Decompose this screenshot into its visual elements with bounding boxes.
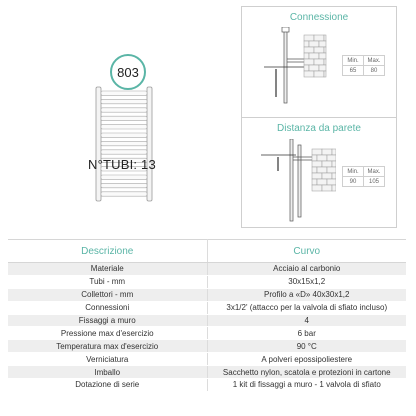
min-value: 90 — [343, 177, 364, 187]
wall-brick — [332, 161, 336, 167]
wall-brick — [322, 185, 332, 191]
table-row — [8, 314, 406, 327]
table-row — [8, 340, 406, 353]
header-description: Descrizione — [8, 240, 207, 263]
max-value: 80 — [364, 66, 385, 76]
wall-brick — [322, 161, 332, 167]
table-row — [8, 275, 406, 288]
wall-brick — [324, 47, 326, 53]
spec-label: Collettori - mm — [8, 288, 207, 301]
spec-value: 1 kit di fissaggi a muro - 1 valvola di sfiato — [207, 379, 406, 392]
wall-brick — [304, 41, 309, 47]
connection-diagram — [256, 27, 336, 109]
spec-label: Temperatura max d'esercizio — [8, 340, 207, 353]
wall-brick — [312, 167, 317, 173]
radiator-tube — [101, 141, 147, 145]
spec-value: Sacchetto nylon, scatola e protezioni in cartone — [207, 366, 406, 379]
wall-brick — [304, 71, 314, 77]
wall-brick — [312, 185, 322, 191]
tubes-count: N°TUBI: 13 — [88, 157, 156, 172]
spec-value: A polveri epossipoliestere — [207, 353, 406, 366]
wall-brick — [304, 53, 309, 59]
wall-brick — [314, 47, 324, 53]
wall-brick — [322, 173, 332, 179]
specifications-body — [8, 263, 406, 392]
wall-brick — [332, 185, 336, 191]
radiator-tube — [101, 108, 147, 112]
wall-brick — [332, 149, 336, 155]
radiator-tube — [101, 116, 147, 120]
spec-label: Materiale — [8, 263, 207, 276]
towel-radiator-image — [92, 85, 160, 203]
radiator-tube — [101, 125, 147, 129]
spec-value: 90 °C — [207, 340, 406, 353]
wall-brick — [322, 149, 332, 155]
table-row — [8, 263, 406, 276]
spec-label: Dotazione di serie — [8, 379, 207, 392]
spec-value: 3x1/2' (attacco per la valvola di sfiato incluso) — [207, 301, 406, 314]
wall-distance-diagram — [256, 139, 336, 223]
max-label: Max. — [364, 56, 385, 66]
table-row — [8, 353, 406, 366]
wall-brick — [324, 59, 326, 65]
wall-brick — [314, 71, 324, 77]
wall-brick — [304, 65, 309, 71]
technical-drawings-panel — [241, 6, 397, 228]
radiator-tube — [101, 150, 147, 154]
wall-brick — [312, 149, 322, 155]
spec-value: Profilo a «D» 40x30x1,2 — [207, 288, 406, 301]
wall-brick — [309, 41, 319, 47]
wall-brick — [304, 47, 314, 53]
min-value: 65 — [343, 66, 364, 76]
table-row — [8, 327, 406, 340]
model-code: 803 — [117, 64, 139, 80]
spec-value: 6 bar — [207, 327, 406, 340]
header-model: Curvo — [207, 240, 406, 263]
spec-value: Acciaio al carbonio — [207, 263, 406, 276]
radiator-tube — [101, 91, 147, 95]
panel-divider — [242, 117, 396, 118]
wall-brick — [319, 65, 326, 71]
wall-brick — [312, 161, 322, 167]
wall-brick — [312, 179, 317, 185]
wall-brick — [324, 71, 326, 77]
max-label: Max. — [364, 167, 385, 177]
radiator-tube — [101, 175, 147, 179]
spec-label: Imballo — [8, 366, 207, 379]
wall-brick — [304, 35, 314, 41]
wall-brick — [309, 53, 319, 59]
radiator-tube — [101, 183, 147, 187]
table-row — [8, 288, 406, 301]
wall-brick — [327, 167, 336, 173]
wall-brick — [309, 65, 319, 71]
wall-brick — [312, 173, 322, 179]
wall-distance-minmax-table — [342, 166, 385, 187]
table-row — [8, 301, 406, 314]
wall-brick — [332, 173, 336, 179]
table-row — [8, 366, 406, 379]
min-label: Min. — [343, 56, 364, 66]
spec-label: Tubi - mm — [8, 275, 207, 288]
wall-brick — [304, 59, 314, 65]
max-value: 105 — [364, 177, 385, 187]
spec-label: Pressione max d'esercizio — [8, 327, 207, 340]
wall-brick — [327, 179, 336, 185]
model-badge — [110, 54, 146, 90]
wall-brick — [319, 53, 326, 59]
wall-brick — [317, 179, 327, 185]
wall-brick — [314, 59, 324, 65]
wall-brick — [314, 35, 324, 41]
connection-title: Connessione — [289, 12, 349, 23]
specifications-table — [8, 239, 406, 392]
min-label: Min. — [343, 167, 364, 177]
table-row — [8, 379, 406, 392]
radiator-tube — [101, 99, 147, 103]
spec-value: 4 — [207, 314, 406, 327]
wall-distance-title: Distanza da parete — [277, 123, 361, 134]
spec-label: Fissaggi a muro — [8, 314, 207, 327]
radiator-tube — [101, 192, 147, 196]
wall-brick — [317, 167, 327, 173]
radiator-tube — [101, 133, 147, 137]
table-header-row — [8, 240, 406, 263]
wall-brick — [319, 41, 326, 47]
connection-minmax-table — [342, 55, 385, 76]
spec-value: 30x15x1,2 — [207, 275, 406, 288]
wall-brick — [312, 155, 317, 161]
wall-brick — [324, 35, 326, 41]
wall-brick — [327, 155, 336, 161]
spec-label: Verniciatura — [8, 353, 207, 366]
wall-brick — [317, 155, 327, 161]
spec-label: Connessioni — [8, 301, 207, 314]
